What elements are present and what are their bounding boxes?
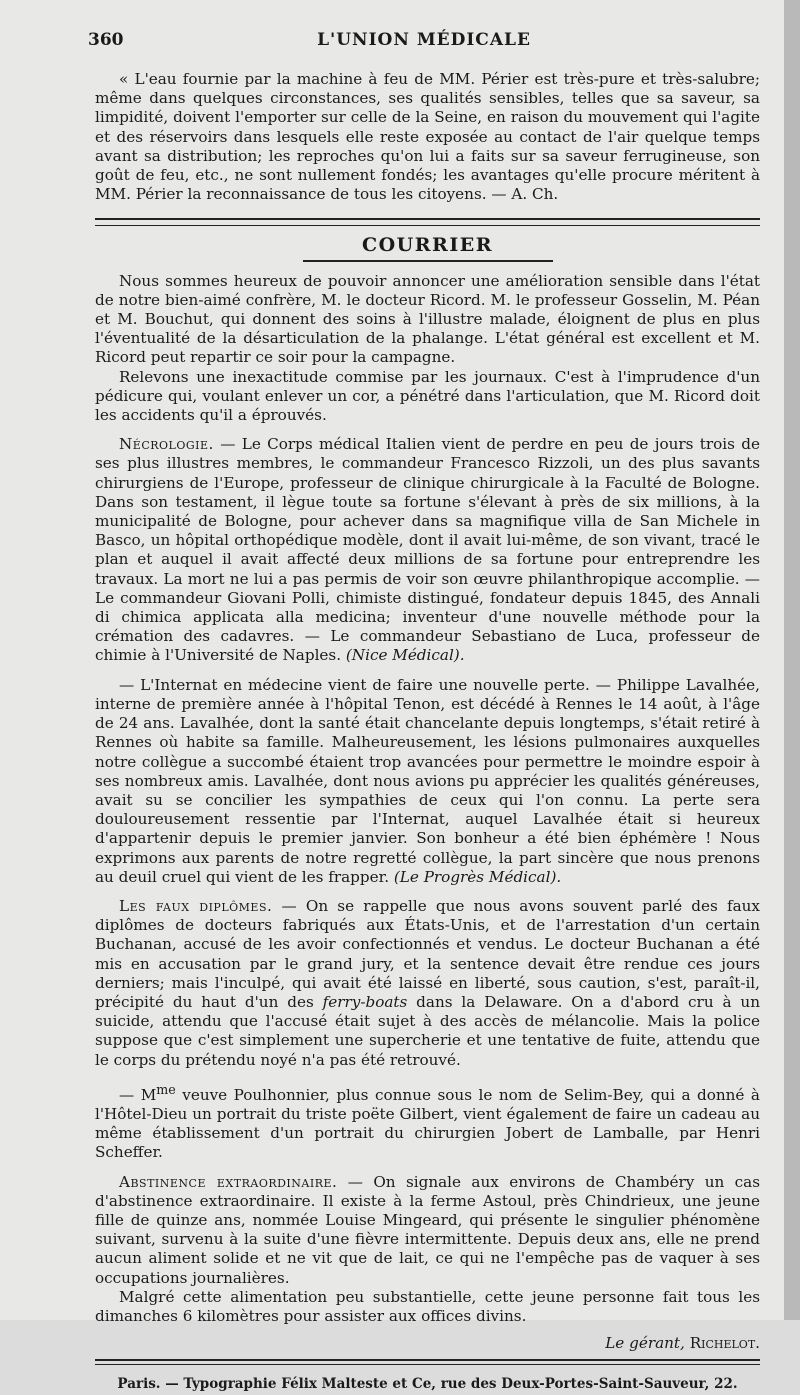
paragraph-poulhonnier	[95, 1080, 760, 1163]
abstinence-body: — On signale aux environs de Chambéry un cas d'abstinence extraordinaire. Il existe à la ferme Astoul, près Chindrieux, une jeune fille de quinze ans, nommée Louise Mingeard, qui présente le singulier phénomène suivant, survenu à la suite d'une fièvre intermittente. Depuis deux ans, elle ne prend aucun aliment solide et ne vit que de lait, ce qui ne l'empêche pas de vaquer à ses occupations journalières.	[95, 1172, 761, 1287]
paragraph-correction: Relevons une inexactitude commise par les journaux. C'est à l'imprudence d'un pédicure qui, voulant enlever un cor, a pénétré dans l'articulation, que M. Ricord doit les accidents qu'il a éprouvés.	[95, 367, 760, 425]
necrologie-source: (Nice Médical).	[345, 646, 465, 665]
abstinence-lead: Abstinence extraordinaire.	[119, 1172, 338, 1191]
paragraph-malgre: Malgré cette alimentation peu substantielle, cette jeune personne fait tous les dimanches 6 kilomètres pour assister aux offices divins.	[95, 1287, 760, 1326]
necrologie-body: — Le Corps médical Italien vient de perdre en peu de jours trois de ses plus illustres membres, le commandeur Francesco Rizzoli, un des plus savants chirurgiens de l'Europe, professeur de clinique chirurgicale à la Faculté de Bologne. Dans son testament, il lègue toute sa fortune s'élevant à près de six millions, à la municipalité de Bologne, pour achever dans sa magnifique villa de San Michele in Basco, un hôpital orthopédique modèle, dont il avait lui-même, de son vivant, tracé le plan et auquel il avait affecté deux millions de sa fortune pour entreprendre les travaux. La mort ne lui a pas permis de voir son œuvre philanthropique accomplie. — Le commandeur Giovani Polli, chimiste distingué, fondateur depuis 1845, des Annali di chimica applicata alla medicina; inventeur d'une nouvelle méthode pour la crémation des cadavres. — Le commandeur Sebastiano de Luca, professeur de chimie à l'Université de Naples.	[95, 435, 760, 665]
section-title: COURRIER	[362, 234, 493, 257]
faux-diplomes-body: — On se rappelle que nous avons souvent parlé des faux diplômes de docteurs fabriqués aux États-Unis, et de l'arrestation d'un certain Buchanan, accusé de les avoir confectionnés et vendus. Le docteur Buchanan a été mis en accusation par le grand jury, et la sentence devait être rendue ces jours derniers; mais l'inculpé, qui avait été laissé en liberté, sous caution, s'est, paraît-il, précipité du haut d'un des	[95, 896, 760, 1011]
paragraph-ricord: Nous sommes heureux de pouvoir annoncer une amélioration sensible dans l'état de notre bien-aimé confrère, M. le docteur Ricord. M. le professeur Gosselin, M. Péan et M. Bouchut, qui donnent des soins à l'illustre malade, éloignent de plus en plus l'éventualité de la désarticulation de la phalange. L'état général est excellent et M. Ricord peut repartir ce soir pour la campagne.	[95, 271, 760, 367]
printer-imprint: Paris. — Typographie Félix Malteste et Ce, rue des Deux-Portes-Saint-Sauveur, 22.	[117, 1376, 738, 1393]
running-title: L'UNION MÉDICALE	[317, 30, 531, 50]
signature-role: Le gérant,	[605, 1334, 685, 1353]
poulhonnier-prefix: — M	[119, 1085, 157, 1104]
signature	[95, 1334, 760, 1353]
page-header	[88, 30, 760, 54]
title-underline	[303, 260, 553, 262]
poulhonnier-sup: me	[156, 1081, 176, 1097]
necrologie-lead: Nécrologie.	[119, 435, 214, 454]
paragraph-abstinence	[95, 1173, 760, 1288]
section-divider	[95, 218, 760, 226]
page-content	[95, 70, 760, 1395]
page-number: 360	[88, 30, 124, 50]
faux-diplomes-tail: dans la Delaware. On a d'abord cru à un suicide, attendu que l'accusé était sujet à des accès de mélancolie. Mais la police suppose que c'est simplement une supercherie et une tentative de fuite, attendu que le corps du prétendu noyé n'a pas été retrouvé.	[95, 992, 760, 1069]
intro-paragraph: « L'eau fournie par la machine à feu de MM. Périer est très-pure et très-salubre; même dans quelques circonstances, ses qualités sensibles, telles que sa saveur, sa limpidité, doivent l'emporter sur celle de la Seine, en raison du mouvement qui l'agite et des réservoirs dans lesquels elle reste exposée au contact de l'air quelque temps avant sa distribution; les reproches qu'on lui a faits sur sa saveur ferrugineuse, son goût de feu, etc., ne sont nullement fondés; les avantages qu'elle procure méritent à MM. Périer la reconnaissance de tous les citoyens. — A. Ch.	[95, 70, 760, 204]
paragraph-internat	[95, 676, 760, 887]
footer-divider	[95, 1359, 760, 1365]
internat-body: — L'Internat en médecine vient de faire une nouvelle perte. — Philippe Lavalhée, interne de première année à l'hôpital Tenon, est décédé à Rennes le 14 août, à l'âge de 24 ans. Lavalhée, dont la santé était chancelante depuis longtemps, s'était retiré à Rennes où habite sa famille. Malheureusement, les lésions pulmonaires auxquelles notre collègue a succombé étaient trop avancées pour permettre le moindre espoir à ses nombreux amis. Lavalhée, dont nous avions pu apprécier les qualités généreuses, avait su se concilier les sympathies de ceux qui l'on connu. La perte sera douloureusement ressentie par l'Internat, auquel Lavalhée était si heureux d'appartenir depuis le premier janvier. Son bonheur a été bien éphémère ! Nous exprimons aux parents de notre regretté collègue, la part sincère que nous prenons au deuil cruel qui vient de les frapper.	[95, 675, 760, 886]
internat-source: (Le Progrès Médical).	[393, 867, 562, 886]
faux-diplomes-italic: ferry-boats	[322, 992, 408, 1011]
faux-diplomes-lead: Les faux diplômes.	[119, 896, 273, 915]
poulhonnier-body: veuve Poulhonnier, plus connue sous le nom de Selim-Bey, qui a donné à l'Hôtel-Dieu un portrait du triste poëte Gilbert, vient également de faire un cadeau au même établissement d'un portrait du chirurgien Jobert de Lamballe, par Henri Scheffer.	[95, 1085, 760, 1162]
signature-name: Richelot.	[689, 1334, 760, 1353]
paragraph-necrologie	[95, 435, 760, 665]
paragraph-faux-diplomes	[95, 897, 760, 1070]
